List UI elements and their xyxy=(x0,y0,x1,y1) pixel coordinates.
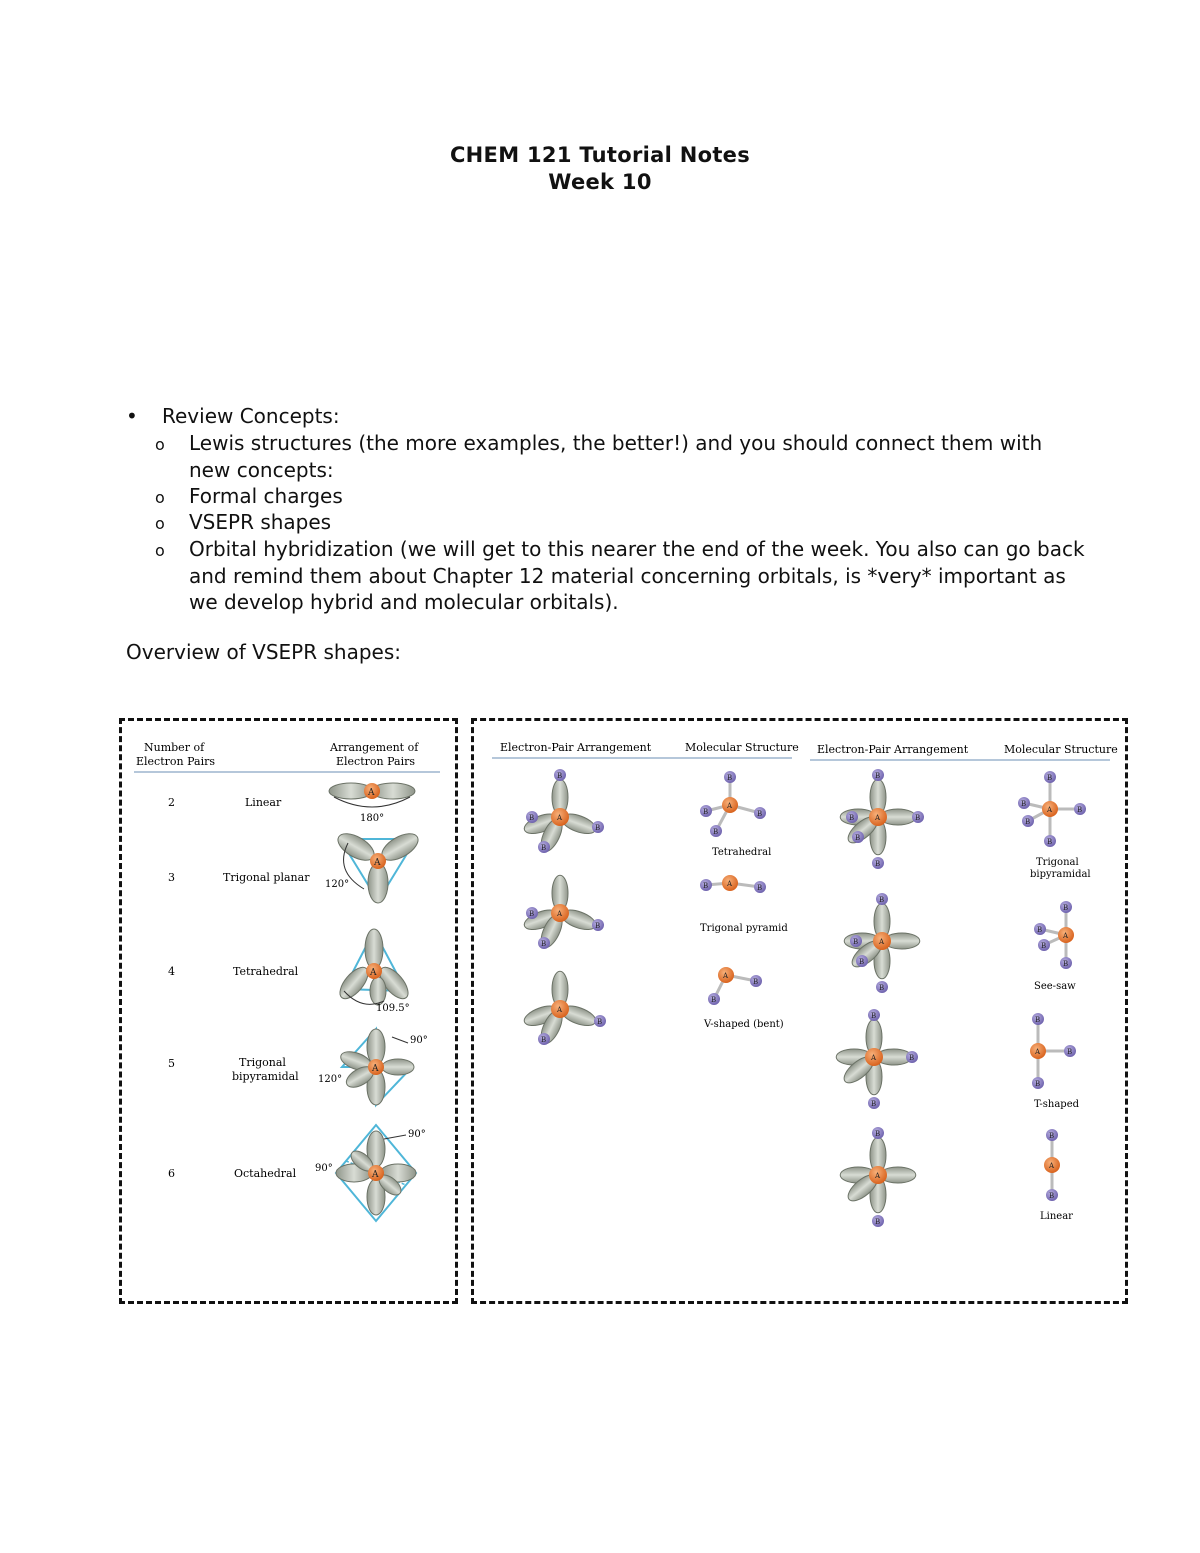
atom-label: B xyxy=(1047,774,1053,782)
molecular-structure-figure xyxy=(471,718,1128,1304)
structure-label: T-shaped xyxy=(1034,1099,1080,1110)
atom-label: B xyxy=(853,938,859,946)
atom-label: A xyxy=(557,1006,563,1014)
row-count: 3 xyxy=(168,871,175,884)
atom-label: B xyxy=(529,910,535,918)
atom-label: A xyxy=(723,972,729,980)
bond-angle: 109.5° xyxy=(376,1003,410,1014)
atom-label: B xyxy=(875,1130,881,1138)
molecular-structure-svg xyxy=(474,721,1125,1301)
review-item-text: Lewis structures (the more examples, the better!) and you should connect them with new concepts: xyxy=(189,431,1043,482)
atom-label: A xyxy=(1049,1162,1055,1170)
trigonal-planar-model xyxy=(325,828,422,903)
atom-label: B xyxy=(557,772,563,780)
atom-label: B xyxy=(879,896,885,904)
atom-label: A xyxy=(372,1064,379,1074)
tetrahedral-model xyxy=(335,929,413,1014)
atom-label: B xyxy=(1067,1048,1073,1056)
atom-label: B xyxy=(855,834,861,842)
atom-label: B xyxy=(1021,800,1027,808)
col-header-number: Electron Pairs xyxy=(136,755,215,768)
atom-label: B xyxy=(753,978,759,986)
atom-label: B xyxy=(595,824,601,832)
document-subtitle: Week 10 xyxy=(548,170,652,194)
bond-angle: 90° xyxy=(315,1163,333,1174)
atom-label: B xyxy=(1035,1080,1041,1088)
electron-pair-table-figure xyxy=(119,718,458,1304)
structure-label: Tetrahedral xyxy=(712,847,772,858)
atom-label: B xyxy=(713,828,719,836)
structure-label: bipyramidal xyxy=(1030,869,1091,880)
atom-label: B xyxy=(1063,904,1069,912)
atom-label: A xyxy=(372,1170,379,1180)
atom-label: B xyxy=(875,1218,881,1226)
row-count: 2 xyxy=(168,796,175,809)
atom-label: B xyxy=(1037,926,1043,934)
atom-label: B xyxy=(871,1012,877,1020)
atom-label: B xyxy=(875,860,881,868)
atom-label: B xyxy=(909,1054,915,1062)
atom-label: A xyxy=(875,1172,881,1180)
atom-label: B xyxy=(541,940,547,948)
atom-label: A xyxy=(1035,1048,1041,1056)
linear-model xyxy=(329,783,415,824)
bond-angle: 180° xyxy=(360,813,385,824)
octahedral-model xyxy=(315,1125,426,1221)
review-item-text: VSEPR shapes xyxy=(189,510,332,534)
sub-bullet-marker: o xyxy=(155,541,165,560)
col-header: Molecular Structure xyxy=(685,741,799,754)
col-header-number: Number of xyxy=(144,741,205,754)
atom-label: A xyxy=(557,814,563,822)
atom-label: A xyxy=(875,814,881,822)
atom-label: B xyxy=(597,1018,603,1026)
atom-label: A xyxy=(374,858,381,868)
bond-angle: 120° xyxy=(325,879,350,890)
col-header-arrangement: Arrangement of xyxy=(330,741,419,754)
atom-label: B xyxy=(849,814,855,822)
atom-label: A xyxy=(1063,932,1069,940)
col-header: Electron-Pair Arrangement xyxy=(817,743,969,756)
trigonal-bipyramidal-model xyxy=(318,1029,428,1105)
bond-angle: 90° xyxy=(408,1129,426,1140)
atom-label: B xyxy=(541,1036,547,1044)
row-count: 4 xyxy=(168,965,175,978)
row-name: Tetrahedral xyxy=(233,965,299,978)
structure-label: See-saw xyxy=(1034,981,1076,992)
atom-label: A xyxy=(1047,806,1053,814)
atom-label: B xyxy=(727,774,733,782)
atom-label: B xyxy=(915,814,921,822)
atom-label: A xyxy=(368,788,375,798)
orbital-lobe xyxy=(382,1059,414,1075)
atom-label: A xyxy=(727,802,733,810)
atom-label: B xyxy=(871,1100,877,1108)
atom-label: B xyxy=(879,984,885,992)
atom-label: B xyxy=(595,922,601,930)
bond-angle: 90° xyxy=(410,1035,428,1046)
atom-label: B xyxy=(859,958,865,966)
atom-label: B xyxy=(1047,838,1053,846)
document-title: CHEM 121 Tutorial Notes xyxy=(449,143,751,167)
atom-label: B xyxy=(1049,1192,1055,1200)
structure-label: Linear xyxy=(1040,1211,1073,1222)
atom-label: A xyxy=(557,910,563,918)
atom-label: B xyxy=(757,810,763,818)
atom-label: B xyxy=(1025,818,1031,826)
col-header: Electron-Pair Arrangement xyxy=(500,741,652,754)
atom-label: B xyxy=(1049,1132,1055,1140)
atom-label: B xyxy=(1035,1016,1041,1024)
atom-label: B xyxy=(1041,942,1047,950)
atom-label: A xyxy=(871,1054,877,1062)
review-heading-text: Review Concepts: xyxy=(162,404,340,428)
row-name: Octahedral xyxy=(234,1167,297,1180)
atom-label: B xyxy=(875,772,881,780)
col-header-arrangement: Electron Pairs xyxy=(336,755,415,768)
sub-bullet-marker: o xyxy=(155,514,165,533)
col-header: Molecular Structure xyxy=(1004,743,1118,756)
structure-label: V-shaped (bent) xyxy=(704,1019,784,1030)
overview-heading: Overview of VSEPR shapes: xyxy=(126,640,401,664)
structure-label: Trigonal xyxy=(1036,857,1079,868)
atom-label: B xyxy=(757,884,763,892)
atom-label: B xyxy=(1077,806,1083,814)
atom-label: A xyxy=(727,880,733,888)
review-item-text: Orbital hybridization (we will get to this nearer the end of the week. You also can go back and remind them about Chapter 12 material concerning orbitals, is *very* important as we develop hybrid and molecular orbitals). xyxy=(189,537,1085,614)
atom-label: B xyxy=(703,808,709,816)
row-count: 5 xyxy=(168,1057,175,1070)
bond-angle: 120° xyxy=(318,1074,343,1085)
sub-bullet-marker: o xyxy=(155,435,165,454)
atom-label: B xyxy=(529,814,535,822)
atom-label: B xyxy=(541,844,547,852)
row-count: 6 xyxy=(168,1167,175,1180)
atom-label: A xyxy=(370,968,377,978)
sub-bullet-marker: o xyxy=(155,488,165,507)
angle-pointer xyxy=(392,1037,408,1043)
row-name: Trigonal planar xyxy=(223,871,310,884)
electron-pair-table-svg xyxy=(122,721,455,1301)
molecule-drawings xyxy=(522,769,1086,1227)
structure-label: Trigonal pyramid xyxy=(700,923,788,934)
row-name: Trigonal xyxy=(239,1056,286,1069)
row-name: bipyramidal xyxy=(232,1070,299,1083)
atom-label: B xyxy=(711,996,717,1004)
atom-label: A xyxy=(879,938,885,946)
atom-label: B xyxy=(703,882,709,890)
atom-label: B xyxy=(1063,960,1069,968)
review-item-text: Formal charges xyxy=(189,484,343,508)
row-name: Linear xyxy=(245,796,282,809)
bullet-marker: • xyxy=(126,404,138,428)
